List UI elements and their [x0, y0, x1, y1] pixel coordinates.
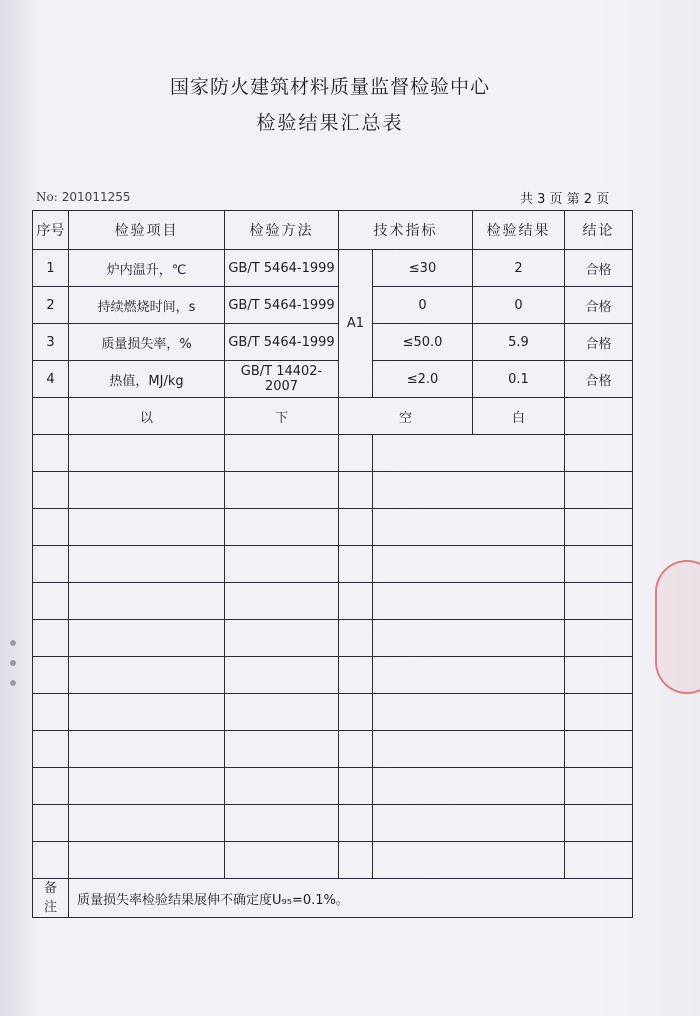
empty-cell	[565, 694, 633, 731]
row-result: 5.9	[473, 324, 565, 361]
empty-cell	[565, 620, 633, 657]
empty-cell	[69, 620, 225, 657]
empty-cell	[33, 694, 69, 731]
empty-cell	[373, 435, 565, 472]
row-spec: ≤30	[373, 250, 473, 287]
empty-cell	[565, 546, 633, 583]
empty-cell	[339, 657, 373, 694]
row-method: GB/T 5464-1999	[225, 287, 339, 324]
document-number	[36, 190, 131, 204]
empty-cell	[225, 768, 339, 805]
empty-cell	[565, 435, 633, 472]
empty-cell	[373, 583, 565, 620]
empty-cell	[225, 546, 339, 583]
empty-cell	[69, 472, 225, 509]
empty-row	[33, 657, 633, 694]
empty-cell	[33, 768, 69, 805]
header-no: 序号	[33, 211, 69, 250]
empty-row	[33, 805, 633, 842]
row-item: 热值，MJ/kg	[69, 361, 225, 398]
empty-cell	[33, 546, 69, 583]
empty-cell	[339, 842, 373, 879]
grade-cell: A1	[339, 250, 373, 398]
empty-cell	[33, 620, 69, 657]
document-number-label: No:	[36, 190, 58, 204]
row-result: 0	[473, 287, 565, 324]
empty-cell	[339, 435, 373, 472]
empty-row	[33, 435, 633, 472]
empty-cell	[33, 583, 69, 620]
empty-cell	[373, 472, 565, 509]
row-no: 3	[33, 324, 69, 361]
empty-cell	[565, 731, 633, 768]
note-label-text: 备注	[43, 881, 57, 915]
row-result: 2	[473, 250, 565, 287]
empty-cell	[69, 657, 225, 694]
empty-row	[33, 694, 633, 731]
empty-cell	[33, 842, 69, 879]
empty-cell	[565, 805, 633, 842]
table-header-row	[33, 211, 633, 250]
empty-cell	[33, 805, 69, 842]
empty-cell	[33, 472, 69, 509]
row-spec: 0	[373, 287, 473, 324]
empty-cell	[225, 805, 339, 842]
empty-row	[33, 620, 633, 657]
empty-cell	[33, 731, 69, 768]
empty-cell	[69, 546, 225, 583]
empty-cell	[69, 583, 225, 620]
blank-marker-row	[33, 398, 633, 435]
table-row	[33, 324, 633, 361]
empty-row	[33, 731, 633, 768]
binding-holes	[10, 640, 18, 700]
empty-cell	[69, 694, 225, 731]
empty-cell	[225, 657, 339, 694]
empty-row	[33, 583, 633, 620]
blank-marker-1: 以	[69, 398, 225, 435]
table-row	[33, 287, 633, 324]
empty-cell	[565, 768, 633, 805]
header-spec: 技术指标	[339, 211, 473, 250]
row-conclusion: 合格	[565, 324, 633, 361]
results-table	[32, 210, 633, 918]
note-row	[33, 879, 633, 918]
row-conclusion: 合格	[565, 361, 633, 398]
note-label	[33, 879, 69, 918]
red-seal-stamp	[655, 560, 700, 694]
blank-marker-2: 下	[225, 398, 339, 435]
empty-row	[33, 842, 633, 879]
note-text: 质量损失率检验结果展伸不确定度U₉₅=0.1%。	[69, 879, 633, 918]
empty-cell	[69, 805, 225, 842]
row-no: 1	[33, 250, 69, 287]
blank-marker-3: 空	[339, 398, 473, 435]
empty-cell	[69, 731, 225, 768]
empty-cell	[339, 583, 373, 620]
empty-row	[33, 546, 633, 583]
document-title: 国家防火建筑材料质量监督检验中心	[169, 76, 490, 98]
empty-cell	[69, 768, 225, 805]
empty-cell	[33, 509, 69, 546]
row-item: 持续燃烧时间，s	[69, 287, 225, 324]
table-row	[33, 361, 633, 398]
row-method: GB/T 14402-2007	[225, 361, 339, 398]
empty-cell	[339, 768, 373, 805]
row-no: 4	[33, 361, 69, 398]
header-method: 检验方法	[225, 211, 339, 250]
empty-cell	[225, 620, 339, 657]
empty-cell	[373, 657, 565, 694]
blank-marker-4: 白	[473, 398, 565, 435]
empty-cell	[373, 509, 565, 546]
row-conclusion: 合格	[565, 250, 633, 287]
header-conclusion: 结论	[565, 211, 633, 250]
empty-cell	[373, 768, 565, 805]
empty-cell	[339, 546, 373, 583]
empty-row	[33, 509, 633, 546]
empty-cell	[33, 435, 69, 472]
table-row	[33, 250, 633, 287]
empty-rows	[33, 435, 633, 879]
empty-cell	[373, 731, 565, 768]
empty-cell	[33, 657, 69, 694]
empty-cell	[225, 731, 339, 768]
row-spec: ≤2.0	[373, 361, 473, 398]
row-item: 炉内温升，℃	[69, 250, 225, 287]
row-method: GB/T 5464-1999	[225, 324, 339, 361]
document-number-value: 201011255	[61, 190, 131, 204]
document-subtitle: 检验结果汇总表	[256, 112, 404, 134]
empty-cell	[339, 509, 373, 546]
empty-cell	[69, 509, 225, 546]
empty-cell	[69, 842, 225, 879]
empty-cell	[373, 546, 565, 583]
row-item: 质量损失率，%	[69, 324, 225, 361]
empty-cell	[225, 509, 339, 546]
empty-cell	[339, 620, 373, 657]
empty-cell	[565, 509, 633, 546]
empty-cell	[565, 842, 633, 879]
empty-cell	[565, 472, 633, 509]
header-result: 检验结果	[473, 211, 565, 250]
empty-row	[33, 768, 633, 805]
empty-cell	[339, 731, 373, 768]
empty-cell	[225, 842, 339, 879]
row-conclusion: 合格	[565, 287, 633, 324]
row-method: GB/T 5464-1999	[225, 250, 339, 287]
empty-cell	[565, 583, 633, 620]
empty-cell	[373, 694, 565, 731]
empty-cell	[225, 472, 339, 509]
empty-cell	[225, 694, 339, 731]
row-no: 2	[33, 287, 69, 324]
empty-cell	[339, 805, 373, 842]
empty-cell	[339, 472, 373, 509]
empty-cell	[225, 435, 339, 472]
empty-cell	[565, 657, 633, 694]
empty-row	[33, 472, 633, 509]
page-info: 共 3 页 第 2 页	[520, 192, 610, 207]
empty-cell	[339, 694, 373, 731]
empty-cell	[69, 435, 225, 472]
empty-cell	[373, 842, 565, 879]
empty-cell	[373, 805, 565, 842]
row-result: 0.1	[473, 361, 565, 398]
row-spec: ≤50.0	[373, 324, 473, 361]
empty-cell	[373, 620, 565, 657]
empty-cell	[225, 583, 339, 620]
header-item: 检验项目	[69, 211, 225, 250]
